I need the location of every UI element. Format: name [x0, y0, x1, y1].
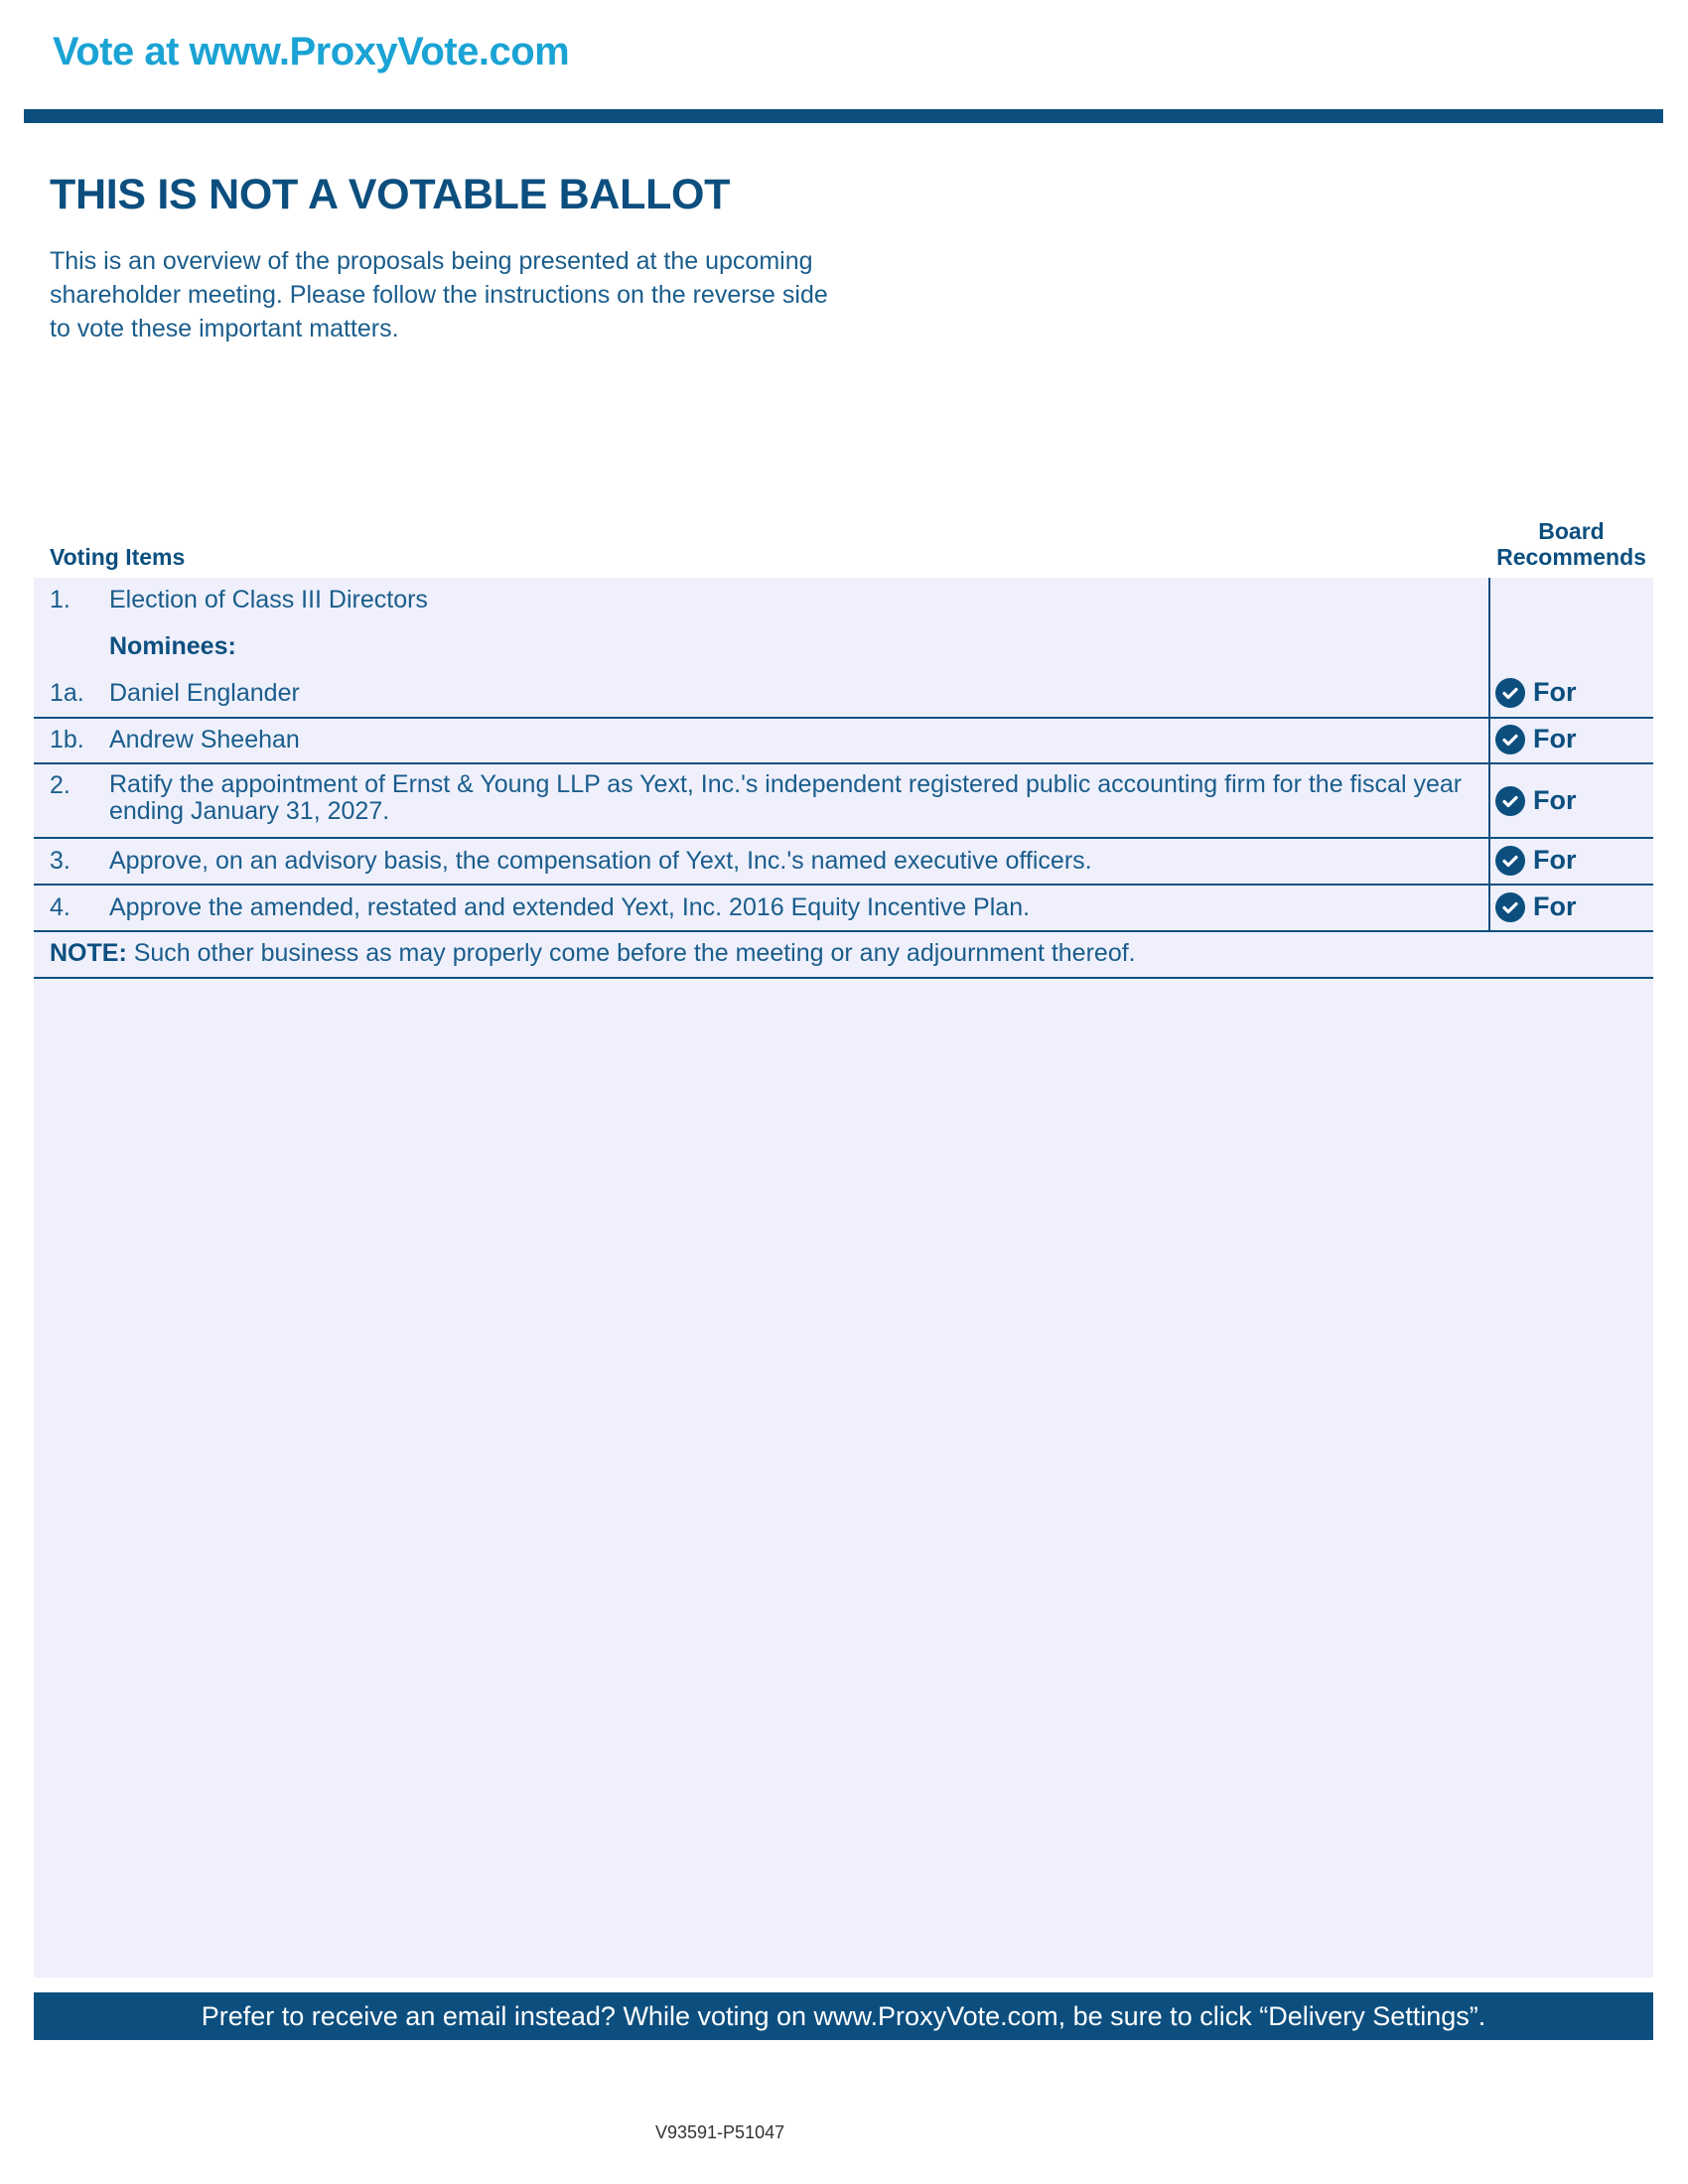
item-text: Ratify the appointment of Ernst & Young LLP as Yext, Inc.'s independent registered public accounting firm for the fiscal year ending January 31, 2027.: [109, 770, 1463, 825]
board-label: Board: [1538, 518, 1605, 544]
item-number: 3.: [50, 847, 70, 875]
row-divider: [34, 884, 1653, 886]
item-text: Approve the amended, restated and extended Yext, Inc. 2016 Equity Incentive Plan.: [109, 893, 1031, 921]
column-divider: [1488, 578, 1490, 931]
check-circle-icon: [1495, 678, 1525, 708]
note-label: NOTE:: [50, 939, 127, 967]
recommendation: [1495, 891, 1577, 922]
row-divider: [34, 977, 1653, 979]
recommendation-label: For: [1533, 785, 1577, 815]
item-number: 1b.: [50, 726, 84, 753]
check-circle-icon: [1495, 846, 1525, 876]
column-header-voting-items: Voting Items: [50, 544, 186, 570]
recommendation: [1495, 724, 1577, 754]
item-number: 4.: [50, 893, 70, 921]
item-number: 1a.: [50, 679, 84, 707]
item-number: 2.: [50, 771, 70, 799]
recommendation: [1495, 785, 1577, 816]
row-divider: [34, 837, 1653, 839]
check-circle-icon: [1495, 725, 1525, 754]
header-divider: [24, 109, 1663, 123]
nominees-label: Nominees:: [109, 632, 236, 660]
check-circle-icon: [1495, 786, 1525, 816]
document-code: V93591-P51047: [655, 2122, 785, 2142]
row-divider: [34, 930, 1653, 932]
recommends-label: Recommends: [1496, 544, 1646, 570]
item-text: Election of Class III Directors: [109, 586, 428, 614]
item-text: Andrew Sheehan: [109, 726, 300, 753]
email-delivery-banner: Prefer to receive an email instead? While voting on www.ProxyVote.com, be sure to click “Delivery Settings”.: [34, 1992, 1653, 2040]
check-circle-icon: [1495, 892, 1525, 922]
recommendation-label: For: [1533, 845, 1577, 875]
row-divider: [34, 762, 1653, 764]
intro-text: This is an overview of the proposals being presented at the upcoming shareholder meeting. Please follow the instructions on the reverse side to vote these important matters.: [50, 247, 828, 342]
recommendation: [1495, 677, 1577, 708]
item-text: Approve, on an advisory basis, the compensation of Yext, Inc.'s named executive officers.: [109, 847, 1092, 875]
row-divider: [34, 717, 1653, 719]
item-text: Daniel Englander: [109, 679, 300, 707]
recommendation: [1495, 845, 1577, 876]
recommendation-label: For: [1533, 891, 1577, 921]
recommendation-label: For: [1533, 724, 1577, 753]
note-text: Such other business as may properly come before the meeting or any adjournment thereof.: [126, 939, 1136, 967]
recommendation-label: For: [1533, 677, 1577, 707]
vote-url-heading: Vote at www.ProxyVote.com: [53, 30, 570, 73]
page-title: THIS IS NOT A VOTABLE BALLOT: [50, 171, 731, 218]
column-header-board-recommends: [1489, 518, 1653, 570]
item-number: 1.: [50, 586, 70, 614]
